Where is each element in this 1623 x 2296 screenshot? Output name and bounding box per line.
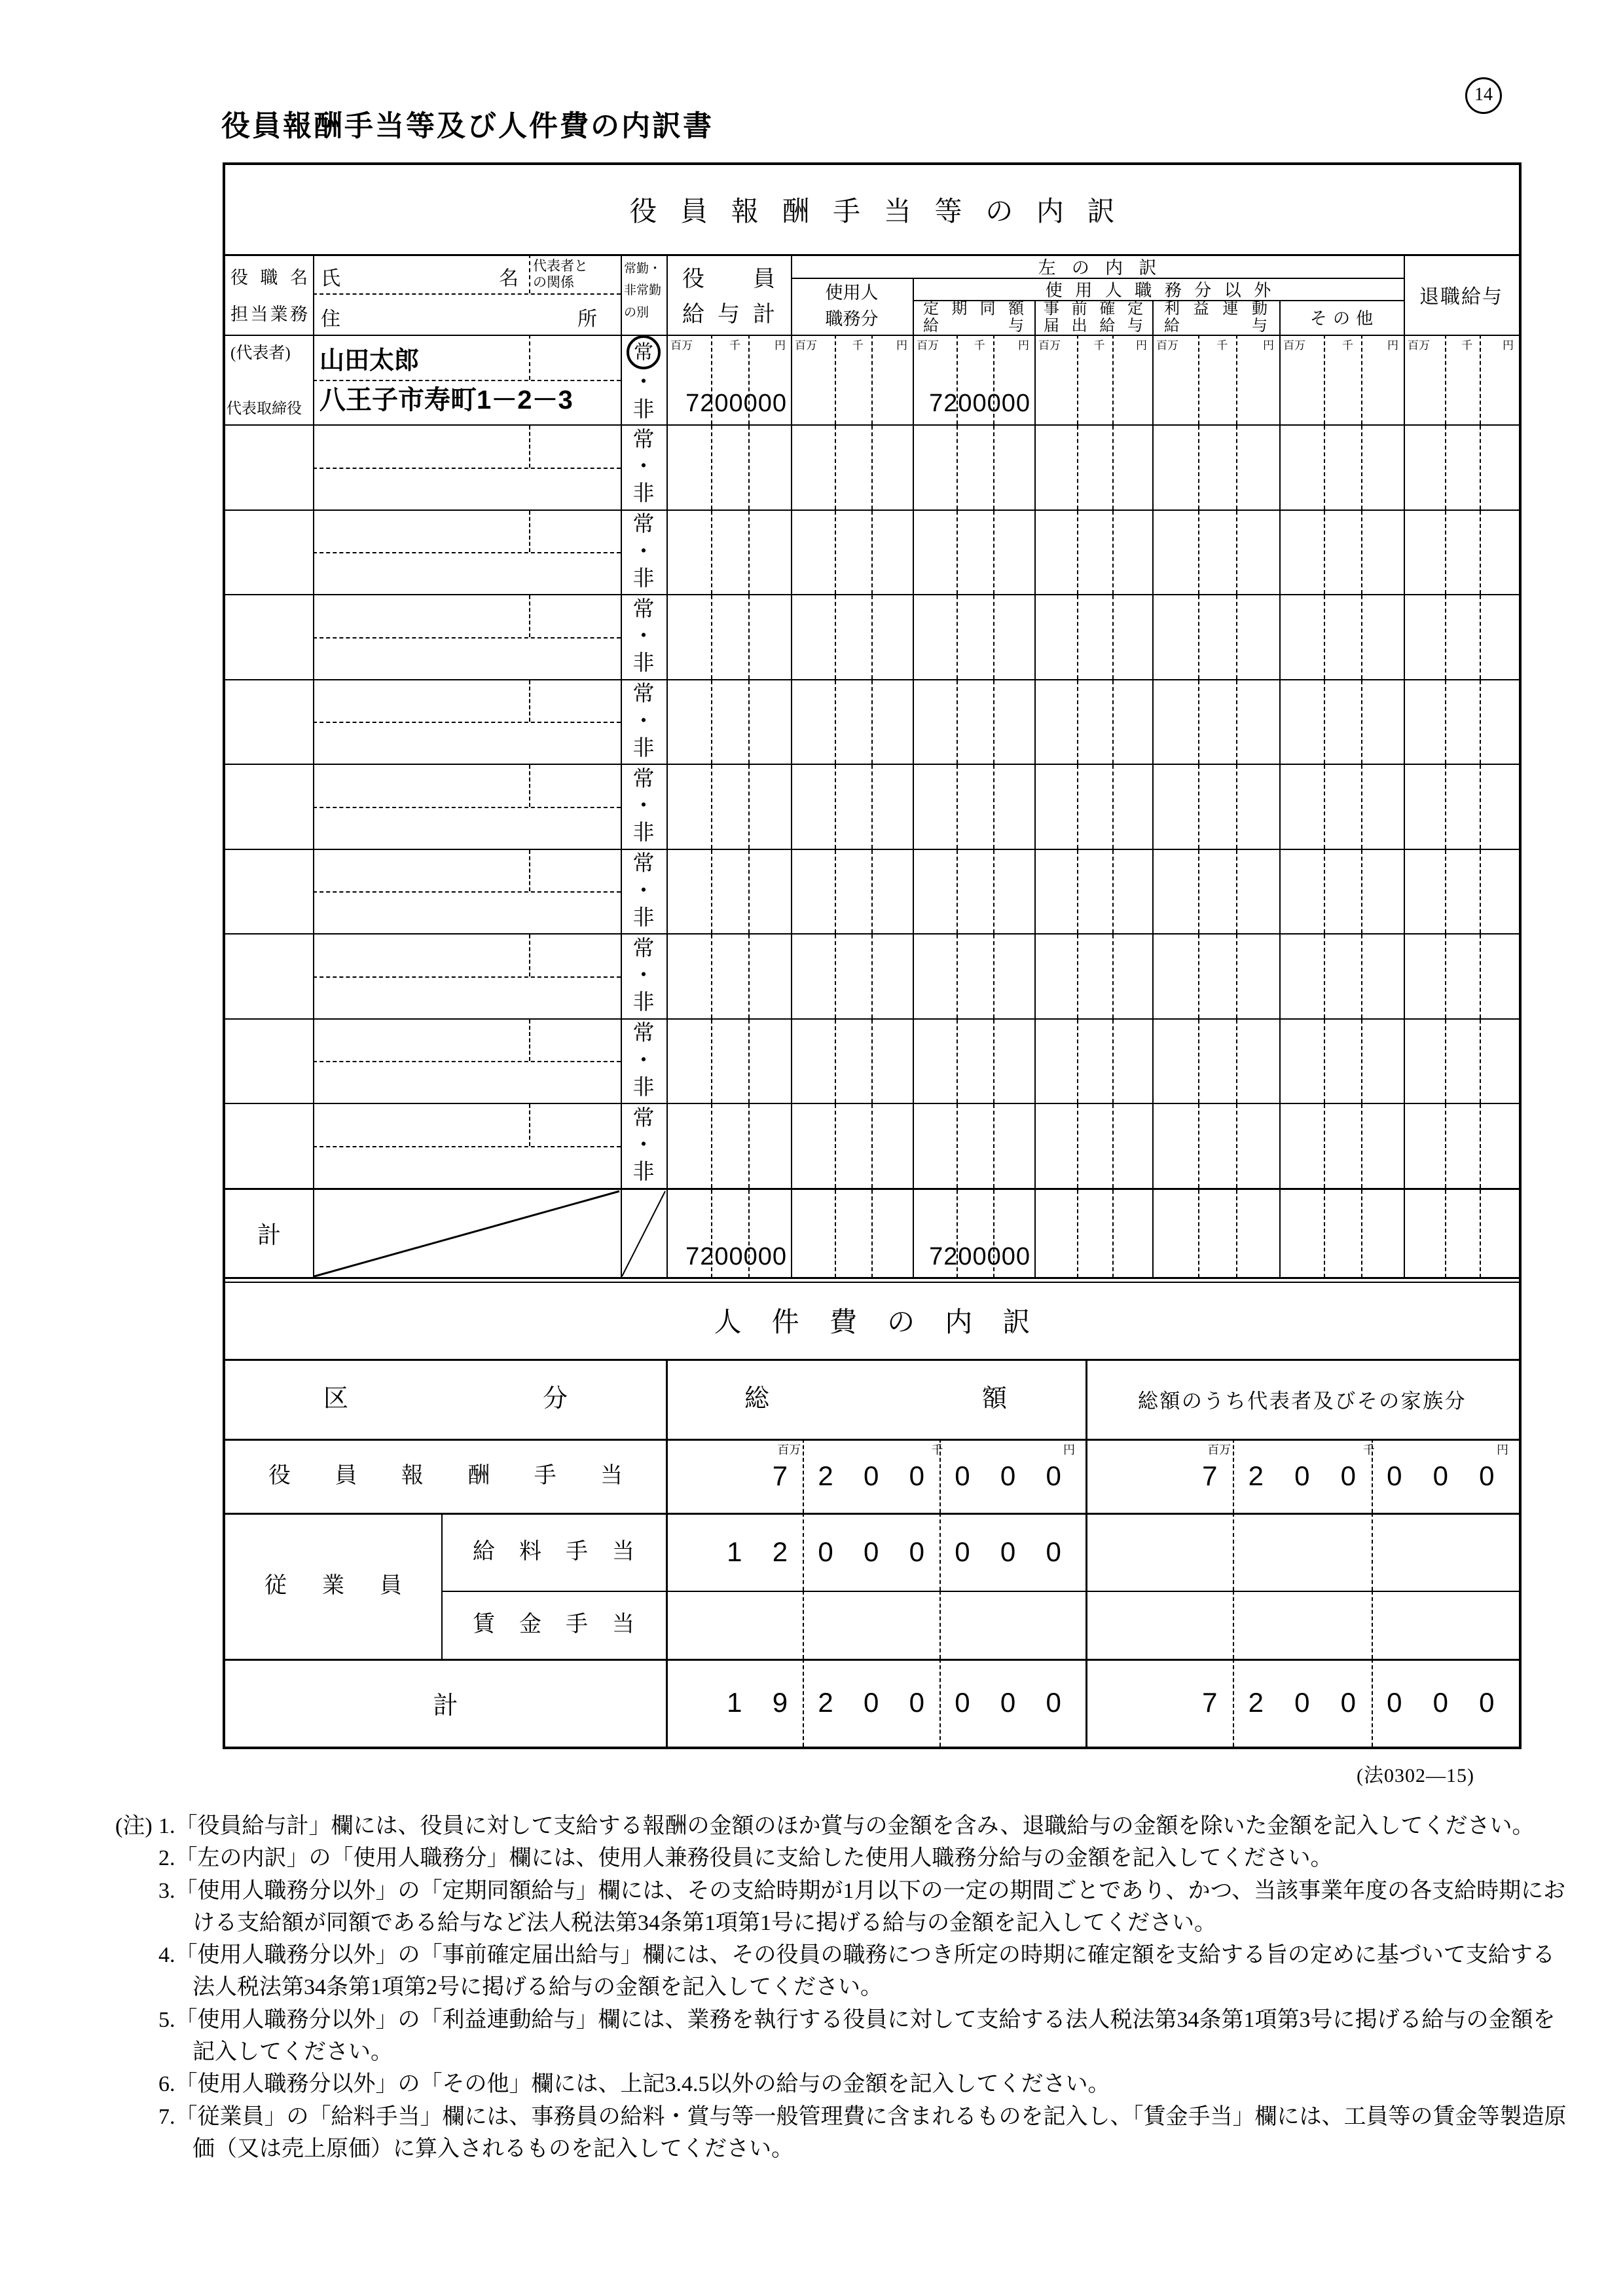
role-field bbox=[225, 765, 313, 849]
duty-fulltime-label: 常 bbox=[632, 1106, 655, 1130]
total-label: 計 bbox=[257, 1222, 281, 1248]
section2-total-label: 計 bbox=[433, 1692, 458, 1720]
wage-allowance-total-cell bbox=[666, 1591, 1085, 1659]
other-salary-cell bbox=[1279, 595, 1404, 679]
role-field bbox=[225, 1104, 313, 1188]
periodic-fixed-salary-header: 定期同額 給与 bbox=[923, 301, 1024, 335]
retirement-salary-header: 退職給与 bbox=[1419, 286, 1503, 308]
name-address-field bbox=[313, 426, 621, 509]
category-column-header: 区分 bbox=[323, 1385, 568, 1413]
diagonal-strikethrough bbox=[313, 1190, 621, 1278]
periodic-fixed-salary-cell bbox=[913, 1104, 1034, 1188]
predetermined-salary-cell bbox=[1034, 935, 1152, 1018]
profit-linked-salary-cell bbox=[1152, 680, 1279, 764]
duty-dot: ・ bbox=[632, 1048, 655, 1073]
duty-fulltime-label: 常 bbox=[632, 767, 655, 791]
predetermined-salary-cell bbox=[1034, 1104, 1152, 1188]
duty-type-column-header: 常勤・ 非常勤 の別 bbox=[624, 262, 662, 320]
page-number-badge: 14 bbox=[1465, 77, 1502, 114]
duty-fulltime-label: 常 bbox=[632, 597, 655, 621]
predetermined-salary-header: 事前確定 届出給与 bbox=[1044, 301, 1143, 335]
director-row-empty bbox=[225, 764, 1519, 849]
director-row-empty bbox=[225, 594, 1519, 679]
duty-fulltime-selected: 常 bbox=[627, 335, 661, 369]
role-field bbox=[225, 935, 313, 1018]
duty-parttime-label: 非 bbox=[632, 906, 655, 930]
left-breakdown-group-header: 左の内訳 bbox=[1038, 257, 1173, 278]
retirement-salary-cell bbox=[1404, 426, 1519, 509]
duty-dot: ・ bbox=[632, 879, 655, 903]
profit-linked-salary-sum-cell bbox=[1152, 1190, 1279, 1278]
retirement-salary-cell bbox=[1404, 680, 1519, 764]
role-field bbox=[225, 595, 313, 679]
other-salary-cell bbox=[1279, 850, 1404, 934]
duty-parttime-label: 非 bbox=[632, 1075, 655, 1100]
director-address-value: 八王子市寿町1－2－3 bbox=[319, 386, 573, 415]
duty-parttime-label: 非 bbox=[632, 821, 655, 845]
other-salary-cell bbox=[1279, 765, 1404, 849]
director-row-empty bbox=[225, 509, 1519, 595]
duty-parttime-label: 非 bbox=[632, 736, 655, 760]
profit-linked-salary-cell bbox=[1152, 595, 1279, 679]
predetermined-salary-cell bbox=[1034, 1020, 1152, 1103]
unit-labels: 百万 千 円 bbox=[670, 339, 786, 352]
retirement-salary-sum-cell bbox=[1404, 1190, 1519, 1278]
servant-duty-portion-cell bbox=[791, 850, 913, 934]
servant-duty-portion-header: 使用人 職務分 bbox=[825, 283, 879, 329]
profit-linked-salary-cell: 百万 千 円 bbox=[1152, 335, 1279, 424]
director-row-empty bbox=[225, 1103, 1519, 1188]
servant-duty-portion-cell: 百万 千 円 bbox=[791, 335, 913, 424]
wage-allowance-family-cell bbox=[1085, 1591, 1519, 1659]
non-servant-duty-group-header: 使用人職務分以外 bbox=[1045, 280, 1284, 300]
periodic-fixed-salary-cell: 百万 千 円 7200000 bbox=[913, 335, 1034, 424]
name-address-field bbox=[313, 935, 621, 1018]
retirement-salary-cell bbox=[1404, 511, 1519, 595]
name-header-right: 名 bbox=[499, 268, 519, 289]
address-header-left: 住 bbox=[321, 308, 340, 330]
duty-type-cell bbox=[621, 1104, 666, 1188]
director-row-empty bbox=[225, 849, 1519, 934]
salary-allowance-total-cell: 1 2 0 0 0 0 0 0 bbox=[666, 1513, 1085, 1591]
officer-salary-total-header: 役員 給与計 bbox=[682, 267, 775, 327]
duty-dot: ・ bbox=[632, 964, 655, 988]
periodic-fixed-salary-cell bbox=[913, 426, 1034, 509]
other-salary-cell bbox=[1279, 1020, 1404, 1103]
other-salary-cell bbox=[1279, 1104, 1404, 1188]
profit-linked-salary-cell bbox=[1152, 1020, 1279, 1103]
officer-compensation-total-cell: 百万 千 円 7 2 0 0 0 0 0 bbox=[666, 1439, 1085, 1513]
role-header-line1: 役職名 bbox=[230, 268, 308, 287]
servant-duty-portion-cell bbox=[791, 680, 913, 764]
duty-parttime-label: 非 bbox=[632, 566, 655, 591]
duty-type-cell bbox=[621, 680, 666, 764]
retirement-salary-cell bbox=[1404, 765, 1519, 849]
duty-fulltime-label: 常 bbox=[632, 513, 655, 537]
employee-group-label: 従業員 bbox=[264, 1574, 402, 1598]
duty-type-cell bbox=[621, 511, 666, 595]
officer-salary-total-cell bbox=[666, 335, 791, 424]
servant-duty-portion-cell bbox=[791, 595, 913, 679]
officer-salary-total-cell bbox=[666, 765, 791, 849]
periodic-fixed-salary-sum: 7200000 bbox=[929, 1242, 1030, 1270]
name-address-field bbox=[313, 1020, 621, 1103]
servant-duty-portion-cell bbox=[791, 426, 913, 509]
predetermined-salary-cell bbox=[1034, 680, 1152, 764]
director-row-yamada bbox=[225, 335, 1519, 424]
duty-fulltime-label: 常 bbox=[632, 682, 655, 707]
role-field bbox=[225, 680, 313, 764]
duty-dot: ・ bbox=[632, 540, 655, 564]
section2-total-amount-cell: 1 9 2 0 0 0 0 0 bbox=[666, 1659, 1085, 1747]
profit-linked-salary-cell bbox=[1152, 511, 1279, 595]
salary-allowance-family-cell bbox=[1085, 1513, 1519, 1591]
footnotes bbox=[115, 1810, 1574, 2165]
salary-allowance-row-label: 給料手当 bbox=[473, 1540, 634, 1564]
duty-dot: ・ bbox=[632, 794, 655, 819]
servant-duty-portion-cell bbox=[791, 511, 913, 595]
duty-type-cell bbox=[621, 595, 666, 679]
officer-salary-total-sum-cell bbox=[666, 1190, 791, 1278]
duty-dot: ・ bbox=[632, 455, 655, 479]
duty-parttime-label: 非 bbox=[632, 652, 655, 676]
retirement-salary-cell bbox=[1404, 595, 1519, 679]
role-column-header bbox=[225, 254, 313, 335]
section1-total-row bbox=[225, 1188, 1519, 1278]
name-address-field bbox=[313, 850, 621, 934]
note-marker: (注) bbox=[115, 1814, 153, 1838]
duty-parttime-label: 非 bbox=[632, 482, 655, 506]
duty-parttime-label: 非 bbox=[632, 398, 655, 422]
retirement-salary-cell bbox=[1404, 850, 1519, 934]
diagonal-strikethrough-small bbox=[621, 1190, 666, 1278]
role-field bbox=[225, 335, 313, 424]
name-address-field bbox=[313, 335, 621, 424]
section1-title: 役員報酬手当等の内訳 bbox=[629, 197, 1139, 227]
officer-salary-total-sum: 7200000 bbox=[685, 1242, 787, 1270]
duty-parttime-label: 非 bbox=[632, 1160, 655, 1185]
retirement-salary-cell bbox=[1404, 1020, 1519, 1103]
duty-type-cell bbox=[621, 335, 666, 424]
duty-parttime-label: 非 bbox=[632, 991, 655, 1015]
other-salary-sum-cell bbox=[1279, 1190, 1404, 1278]
note-item-6: 6.「使用人職務分以外」の「その他」欄には、上記3.4.5以外の給与の金額を記入してください。 bbox=[158, 2072, 1110, 2097]
officer-salary-total-cell bbox=[666, 1020, 791, 1103]
predetermined-salary-cell bbox=[1034, 765, 1152, 849]
officer-salary-total-cell bbox=[666, 511, 791, 595]
profit-linked-salary-cell bbox=[1152, 765, 1279, 849]
profit-linked-salary-header: 利益連動 給与 bbox=[1164, 301, 1267, 335]
role-field bbox=[225, 426, 313, 509]
profit-linked-salary-cell bbox=[1152, 850, 1279, 934]
role-field bbox=[225, 511, 313, 595]
duty-type-cell bbox=[621, 850, 666, 934]
periodic-fixed-salary-sum-cell bbox=[913, 1190, 1034, 1278]
representative-family-column-header: 総額のうち代表者及びその家族分 bbox=[1137, 1389, 1467, 1413]
periodic-fixed-salary-cell bbox=[913, 511, 1034, 595]
note-items bbox=[158, 1810, 1574, 2165]
role-line2: 代表取締役 bbox=[227, 400, 302, 417]
officer-salary-total-cell bbox=[666, 595, 791, 679]
servant-duty-portion-sum-cell bbox=[791, 1190, 913, 1278]
name-address-field bbox=[313, 1104, 621, 1188]
servant-duty-portion-cell bbox=[791, 765, 913, 849]
duty-fulltime-label: 常 bbox=[632, 1022, 655, 1046]
servant-duty-portion-cell bbox=[791, 935, 913, 1018]
periodic-fixed-salary-value: 7200000 bbox=[929, 390, 1030, 417]
director-row-empty bbox=[225, 679, 1519, 764]
note-item-5: 5.「使用人職務分以外」の「利益連動給与」欄には、業務を執行する役員に対して支給する法人税法第34条第1項第3号に掲げる給与の金額を記入してください。 bbox=[158, 2007, 1556, 2065]
other-salary-header: その他 bbox=[1309, 309, 1379, 328]
duty-fulltime-label: 常 bbox=[632, 852, 655, 876]
form-code: (法0302—15) bbox=[1357, 1765, 1474, 1787]
officer-compensation-form-table bbox=[223, 162, 1522, 1749]
role-header-line2: 担当業務 bbox=[230, 305, 308, 324]
officer-salary-total-cell bbox=[666, 680, 791, 764]
note-item-4: 4.「使用人職務分以外」の「事前確定届出給与」欄には、その役員の職務につき所定の時期に確定額を支給する旨の定めに基づいて支給する法人税法第34条第1項第2号に掲げる給与の金額を記入してください。 bbox=[158, 1943, 1555, 2000]
retirement-salary-cell bbox=[1404, 1104, 1519, 1188]
director-name-value: 山田太郎 bbox=[319, 347, 420, 375]
predetermined-salary-cell: 百万 千 円 bbox=[1034, 335, 1152, 424]
director-row-empty bbox=[225, 424, 1519, 509]
duty-fulltime-label: 常 bbox=[632, 428, 655, 452]
periodic-fixed-salary-cell bbox=[913, 1020, 1034, 1103]
note-item-1: 1.「役員給与計」欄には、役員に対して支給する報酬の金額のほか賞与の金額を含み、退職給与の金額を除いた金額を記入してください。 bbox=[158, 1814, 1535, 1838]
name-address-field bbox=[313, 511, 621, 595]
duty-type-cell bbox=[621, 1020, 666, 1103]
address-header-right: 所 bbox=[577, 308, 597, 330]
periodic-fixed-salary-cell bbox=[913, 595, 1034, 679]
profit-linked-salary-cell bbox=[1152, 935, 1279, 1018]
name-address-column-header bbox=[313, 254, 621, 335]
total-amount-column-header: 総額 bbox=[744, 1385, 1007, 1413]
predetermined-salary-cell bbox=[1034, 850, 1152, 934]
predetermined-salary-cell bbox=[1034, 426, 1152, 509]
officer-salary-total-cell bbox=[666, 426, 791, 509]
other-salary-cell bbox=[1279, 935, 1404, 1018]
name-address-field bbox=[313, 680, 621, 764]
officer-salary-total-cell bbox=[666, 935, 791, 1018]
officer-salary-total-cell bbox=[666, 850, 791, 934]
duty-dot: ・ bbox=[632, 1134, 655, 1158]
other-salary-cell bbox=[1279, 426, 1404, 509]
director-row-empty bbox=[225, 933, 1519, 1018]
role-line1: (代表者) bbox=[230, 344, 291, 362]
other-salary-cell: 百万 千 円 bbox=[1279, 335, 1404, 424]
role-field bbox=[225, 1020, 313, 1103]
predetermined-salary-sum-cell bbox=[1034, 1190, 1152, 1278]
officer-compensation-family-cell: 百万 千 円 7 2 0 0 0 0 0 bbox=[1085, 1439, 1519, 1513]
duty-dot: ・ bbox=[632, 709, 655, 733]
duty-dot: ・ bbox=[632, 625, 655, 649]
periodic-fixed-salary-cell bbox=[913, 680, 1034, 764]
other-salary-cell bbox=[1279, 511, 1404, 595]
periodic-fixed-salary-cell bbox=[913, 935, 1034, 1018]
officer-salary-total-value: 7200000 bbox=[685, 390, 787, 417]
document-title: 役員報酬手当等及び人件費の内訳書 bbox=[221, 110, 714, 142]
profit-linked-salary-cell bbox=[1152, 426, 1279, 509]
predetermined-salary-cell bbox=[1034, 511, 1152, 595]
name-address-field bbox=[313, 765, 621, 849]
role-field bbox=[225, 850, 313, 934]
periodic-fixed-salary-cell bbox=[913, 765, 1034, 849]
note-item-2: 2.「左の内訳」の「使用人職務分」欄には、使用人兼務役員に支給した使用人職務分給与の金額を記入してください。 bbox=[158, 1846, 1333, 1871]
other-salary-cell bbox=[1279, 680, 1404, 764]
officer-compensation-row-label: 役員報酬手当 bbox=[268, 1464, 623, 1488]
officer-salary-total-cell bbox=[666, 1104, 791, 1188]
predetermined-salary-cell bbox=[1034, 595, 1152, 679]
duty-fulltime-label: 常 bbox=[632, 936, 655, 961]
note-item-3: 3.「使用人職務分以外」の「定期同額給与」欄には、その支給時期が1月以下の一定の期間ごとであり、かつ、当該事業年度の各支給時期における支給額が同額である給与など法人税法第34条第1項第1号に掲げる給与の金額を記入してください。 bbox=[158, 1878, 1566, 1935]
note-item-7: 7.「従業員」の「給料手当」欄には、事務員の給料・賞与等一般管理費に含まれるものを記入し、「賃金手当」欄には、工員等の賃金等製造原価（又は売上原価）に算入されるものを記入してください。 bbox=[158, 2104, 1567, 2161]
servant-duty-portion-cell bbox=[791, 1104, 913, 1188]
relation-header: 代表者と の関係 bbox=[533, 258, 588, 291]
duty-dot: ・ bbox=[632, 371, 655, 395]
duty-type-cell bbox=[621, 426, 666, 509]
section2-total-family-cell: 7 2 0 0 0 0 0 bbox=[1085, 1659, 1519, 1747]
name-address-field bbox=[313, 595, 621, 679]
wage-allowance-row-label: 賃金手当 bbox=[473, 1612, 634, 1637]
name-header-left: 氏 bbox=[321, 268, 340, 289]
servant-duty-portion-cell bbox=[791, 1020, 913, 1103]
retirement-salary-cell: 百万 千 円 bbox=[1404, 335, 1519, 424]
section2-title: 人件費の内訳 bbox=[714, 1308, 1061, 1338]
director-row-empty bbox=[225, 1018, 1519, 1103]
duty-type-cell bbox=[621, 935, 666, 1018]
profit-linked-salary-cell bbox=[1152, 1104, 1279, 1188]
retirement-salary-cell bbox=[1404, 935, 1519, 1018]
duty-type-cell bbox=[621, 765, 666, 849]
periodic-fixed-salary-cell bbox=[913, 850, 1034, 934]
